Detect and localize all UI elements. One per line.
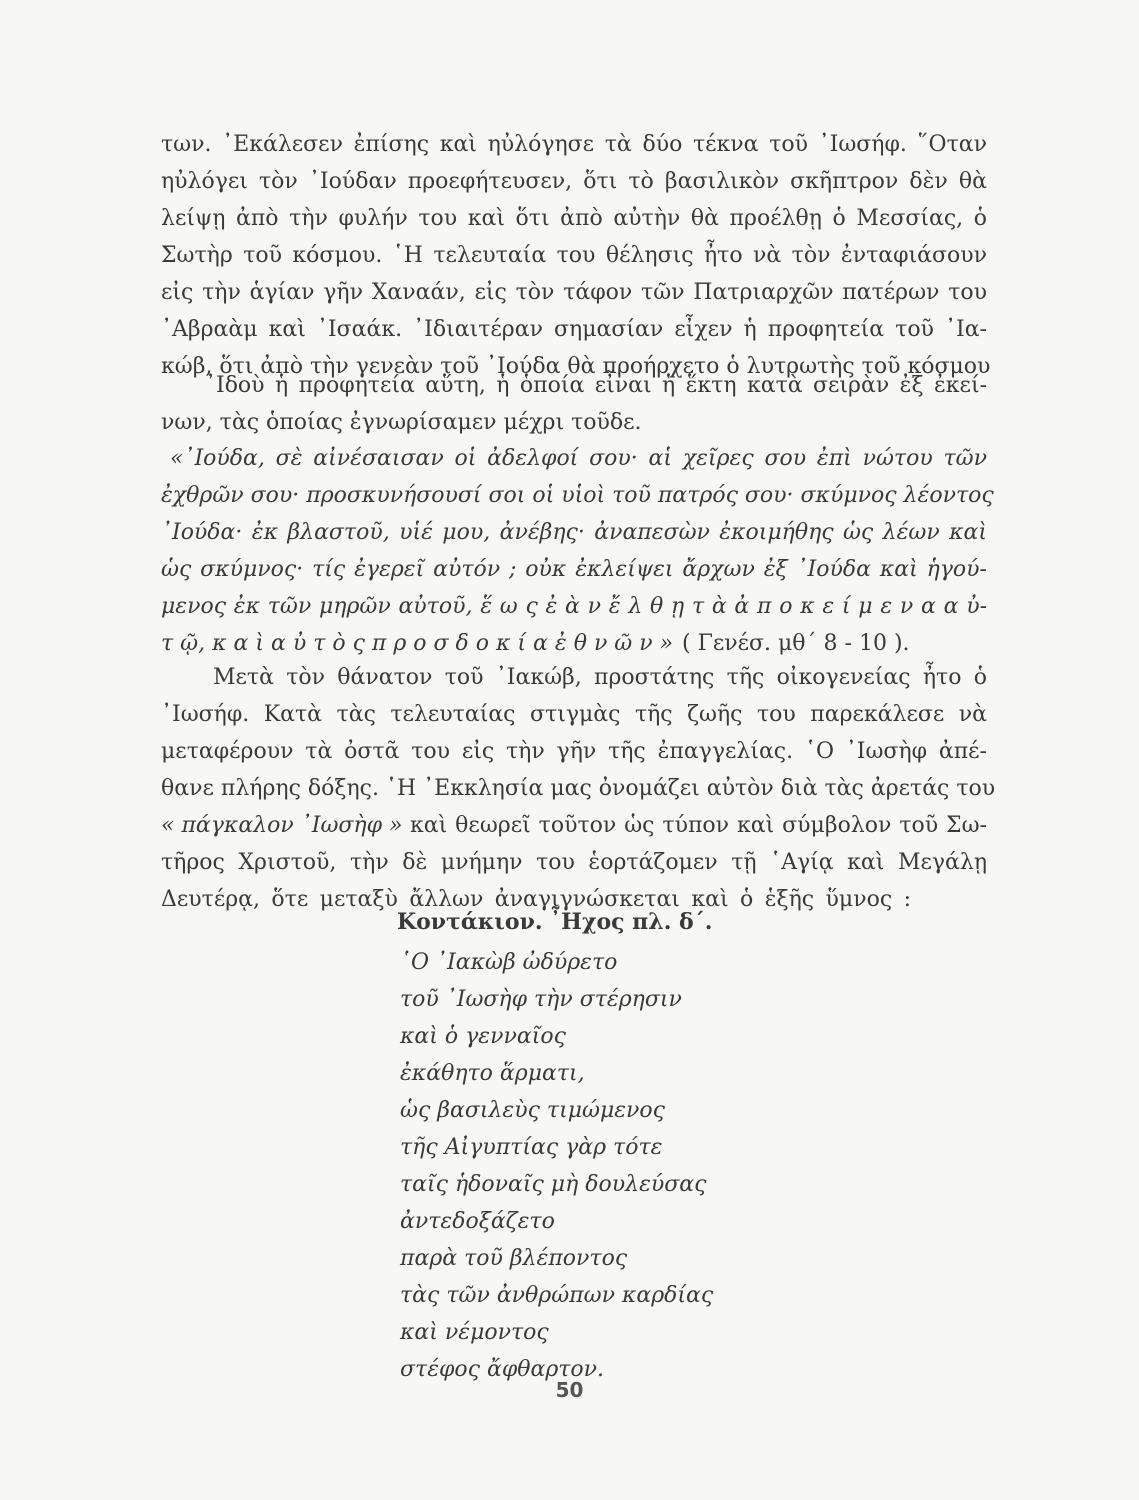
text-line: νων, τὰς ὁποίας ἐγνωρίσαμεν μέχρι τοῦδε. bbox=[161, 410, 642, 435]
text-line: ᾿Αβραὰμ καὶ ᾿Ισαάκ. ᾿Ιδιαιτέραν σημασίαν εἶχεν ἡ προφητεία τοῦ ᾿Ια- bbox=[161, 317, 987, 342]
hymn-line: ὡς βασιλεὺς τιμώμενος bbox=[400, 1098, 665, 1123]
hymn-line: στέφος ἄφθαρτον. bbox=[400, 1357, 605, 1382]
quote-line: ᾿Ιούδα· ἐκ βλαστοῦ, υἱέ μου, ἀνέβης· ἀναπεσὼν ἐκοιμήθης ὡς λέων καὶ bbox=[161, 520, 987, 545]
text-line: ᾿Ιδοὺ ἡ προφητεία αὕτη, ἡ ὁποία εἶναι ἡ ἕκτη κατὰ σειρὰν ἐξ ἐκεί- bbox=[205, 373, 987, 398]
text-line: κώβ, ὅτι ἀπὸ τὴν γενεὰν τοῦ ᾿Ιούδα θὰ προήρχετο ὁ λυτρωτὴς τοῦ κόσμου bbox=[161, 354, 991, 379]
hymn-line: ταῖς ἡδοναῖς μὴ δουλεύσας bbox=[400, 1172, 707, 1197]
text-line: ᾿Ιωσήφ. Κατὰ τὰς τελευταίας στιγμὰς τῆς ζωῆς του παρεκάλεσε νὰ bbox=[161, 702, 987, 727]
quote-line: ἐχθρῶν σου· προσκυνήσουσί σοι οἱ υἱοὶ τοῦ πατρός σου· σκύμνος λέοντος bbox=[161, 483, 994, 508]
text-line: μεταφέρουν τὰ ὀστᾶ του εἰς τὴν γῆν τῆς ἐπαγγελίας. ῾Ο ᾿Ιωσὴφ ἀπέ- bbox=[161, 739, 987, 764]
text-line: τῆρος Χριστοῦ, τὴν δὲ μνήμην του ἑορτάζομεν τῇ ῾Αγίᾳ καὶ Μεγάλῃ bbox=[161, 850, 987, 875]
text-line: θανε πλήρης δόξης. ῾Η ᾿Εκκλησία μας ὀνομάζει αὐτὸν διὰ τὰς ἀρετάς του bbox=[161, 776, 996, 801]
hymn-line: τοῦ ᾿Ιωσὴφ τὴν στέρησιν bbox=[400, 987, 682, 1012]
text-line: Σωτὴρ τοῦ κόσμου. ῾Η τελευταία του θέλησις ἦτο νὰ τὸν ἐνταφιάσουν bbox=[161, 243, 987, 268]
quote-reference: ( Γενέσ. μθ΄ 8 - 10 ). bbox=[682, 631, 910, 656]
hymn-line: ἀντεδοξάζετο bbox=[400, 1209, 555, 1234]
quote-line: μενος ἐκ τῶν μηρῶν αὐτοῦ, ἕ ω ς ἐ ὰ ν ἔ λ θ ῃ τ ὰ ἀ π ο κ ε ί μ ε ν α α ὐ- bbox=[161, 594, 987, 619]
text-line: των. ᾿Εκάλεσεν ἐπίσης καὶ ηὐλόγησε τὰ δύο τέκνα τοῦ ᾿Ιωσήφ. ῞Οταν bbox=[161, 132, 987, 157]
text-line: εἰς τὴν ἁγίαν γῆν Χαναάν, εἰς τὸν τάφον τῶν Πατριαρχῶν πατέρων του bbox=[161, 280, 987, 305]
hymn-line: καὶ νέμοντος bbox=[400, 1320, 549, 1345]
hymn-line: τὰς τῶν ἀνθρώπων καρδίας bbox=[400, 1283, 714, 1308]
hymn-line: παρὰ τοῦ βλέποντος bbox=[400, 1246, 628, 1271]
text-line: λείψῃ ἀπὸ τὴν φυλήν του καὶ ὅτι ἀπὸ αὐτὴν θὰ προέλθῃ ὁ Μεσσίας, ὁ bbox=[161, 206, 987, 231]
epithet-text: « πάγκαλον ᾿Ιωσὴφ » bbox=[161, 813, 403, 838]
hymn-line: καὶ ὁ γενναῖος bbox=[400, 1024, 566, 1049]
text-line: Μετὰ τὸν θάνατον τοῦ ᾿Ιακώβ, προστάτης τῆς οἰκογενείας ἦτο ὁ bbox=[213, 665, 987, 690]
hymn-line: ἐκάθητο ἅρματι, bbox=[400, 1061, 585, 1086]
quote-line: «᾿Ιούδα, σὲ αἰνέσαισαν οἱ ἀδελφοί σου· αἱ χεῖρες σου ἐπὶ νώτου τῶν bbox=[170, 446, 987, 471]
page-number: 50 bbox=[555, 1378, 584, 1402]
text-line: Δευτέρᾳ, ὅτε μεταξὺ ἄλλων ἀναγιγνώσκεται καὶ ὁ ἑξῆς ὕμνος : bbox=[161, 887, 911, 912]
hymn-line: τῆς Αἰγυπτίας γὰρ τότε bbox=[400, 1135, 663, 1160]
hymn-line: ῾Ο ᾿Ιακὼβ ὠδύρετο bbox=[400, 950, 618, 975]
text-line: καὶ θεωρεῖ τοῦτον ὡς τύπον καὶ σύμβολον τοῦ Σω- bbox=[410, 813, 987, 838]
quote-line: ὡς σκύμνος· τίς ἐγερεῖ αὐτόν ; οὐκ ἐκλείψει ἄρχων ἐξ ᾿Ιούδα καὶ ἡγού- bbox=[161, 557, 987, 582]
quote-line: τ ῷ, κ α ὶ α ὐ τ ὸ ς π ρ ο σ δ ο κ ί α ἐ θ ν ῶ ν » bbox=[161, 631, 674, 656]
hymn-heading: Κοντάκιον. ῏Ηχος πλ. δ΄. bbox=[397, 909, 713, 935]
text-line: ηὐλόγει τὸν ᾿Ιούδαν προεφήτευσεν, ὅτι τὸ βασιλικὸν σκῆπτρον δὲν θὰ bbox=[161, 169, 987, 194]
